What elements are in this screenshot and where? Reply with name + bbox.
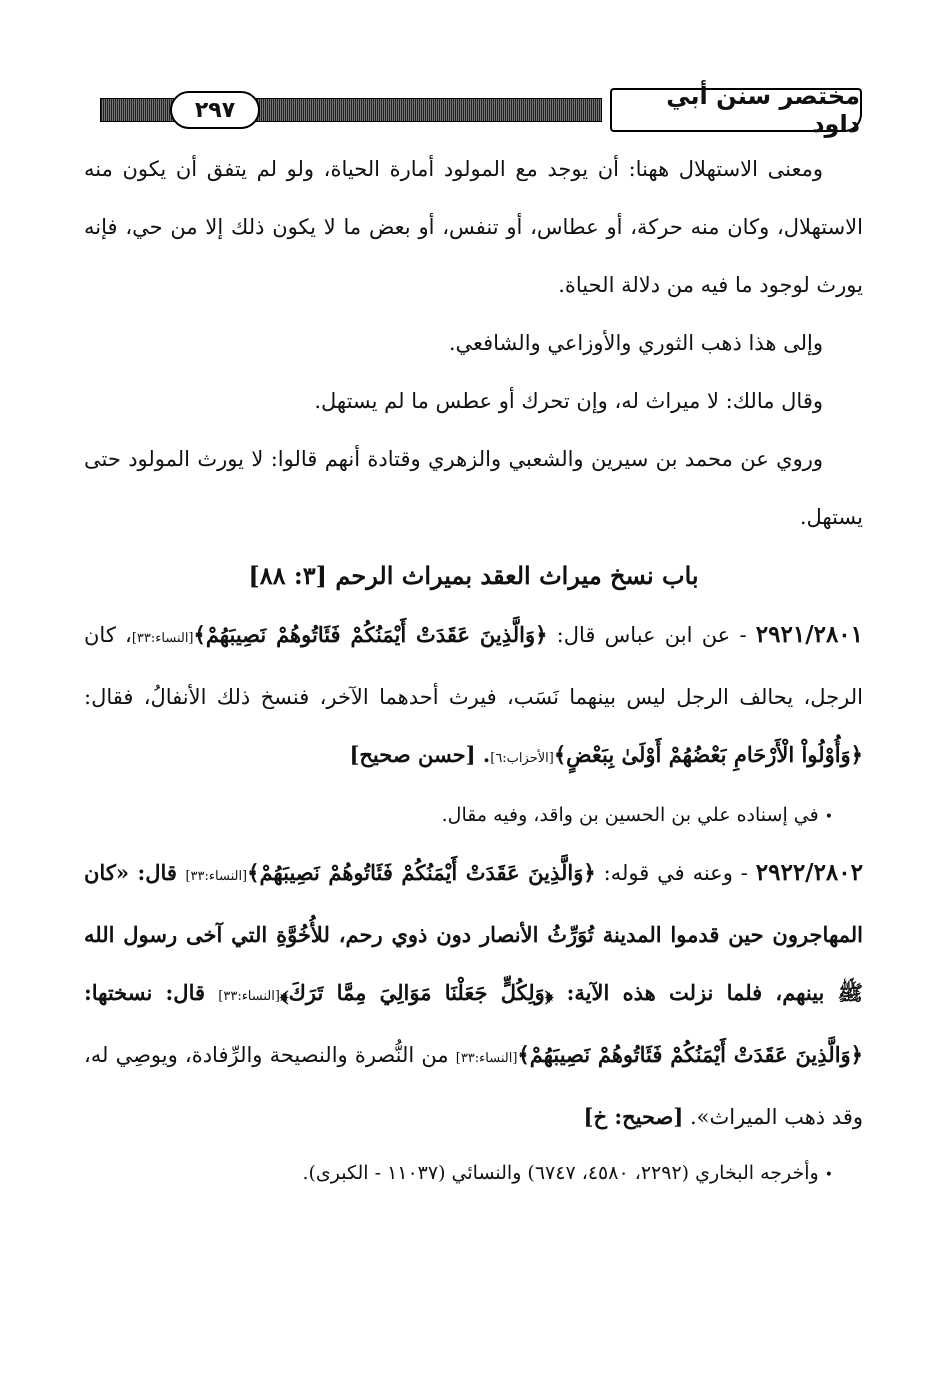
quran-verse: ﴿وَلِكُلٍّ جَعَلْنَا مَوَالِيَ مِمَّا تَرَكَ﴾: [279, 980, 554, 1005]
hadith-grade: . [حسن صحيح]: [349, 742, 491, 767]
hadith-intro: - عن ابن عباس قال:: [547, 623, 756, 647]
hadith-text: ، كان الرجل، يحالف الرجل ليس بينهما نَسَب، فيرث أحدهما الآخر، فنسخ ذلك الأنفالُ، فقال:: [84, 623, 863, 709]
verse-reference: [النساء:٣٣]: [455, 1051, 518, 1066]
quran-verse: ﴿وَالَّذِينَ عَقَدَتْ أَيْمَنُكُمْ فَئَاتُوهُمْ نَصِيبَهُمْ﴾: [517, 1042, 863, 1067]
quran-verse: ﴿وَالَّذِينَ عَقَدَتْ أَيْمَنُكُمْ فَئَاتُوهُمْ نَصِيبَهُمْ﴾: [193, 622, 548, 647]
verse-reference: [الأحزاب:٦]: [490, 751, 554, 766]
hadith-text: قال: نسختها:: [84, 980, 219, 1005]
page-number: ٢٩٧: [170, 91, 260, 129]
paragraph-ibn-sirin: وروي عن محمد بن سيرين والشعبي والزهري وقتادة أنهم قالوا: لا يورث المولود حتى يستهل.: [84, 447, 863, 529]
book-title: مختصر سنن أبي داود: [610, 88, 862, 132]
quran-verse: ﴿وَأُوْلُواْ الْأَرْحَامِ بَعْضُهُمْ أَوْلَىٰ بِبَعْضٍ﴾: [553, 742, 863, 767]
hadith-2921: [84, 606, 863, 788]
paragraph-malik: وقال مالك: لا ميراث له، وإن تحرك أو عطس ما لم يستهل.: [314, 389, 823, 413]
quran-verse: ﴿وَالَّذِينَ عَقَدَتْ أَيْمَنُكُمْ فَئَاتُوهُمْ نَصِيبَهُمْ﴾: [247, 860, 596, 885]
hadith-number: ٢٩٢٢/٢٨٠٢: [755, 859, 863, 886]
paragraph-istihlal: ومعنى الاستهلال ههنا: أن يوجد مع المولود أمارة الحياة، ولو لم يتفق أن يكون منه الاستهلال، وكان منه حركة، أو عطاس، أو تنفس، أو بعض ما لا يكون ذلك إلا من حي، فإنه يورث لوجود ما فيه من دلالة الحياة.: [84, 157, 863, 297]
note-takhrij: [84, 1146, 863, 1202]
hadith-number: ٢٩٢١/٢٨٠١: [755, 621, 864, 648]
paragraph-thawri: وإلى هذا ذهب الثوري والأوزاعي والشافعي.: [448, 331, 823, 355]
verse-reference: [النساء:٣٣]: [131, 631, 194, 646]
note-isnad: [84, 788, 863, 844]
section-heading: باب نسخ ميراث العقد بميراث الرحم [٣: ٨٨]: [248, 561, 699, 590]
page-body: [84, 140, 863, 1202]
note-text: وأخرجه البخاري (٢٢٩٢، ٤٥٨٠، ٦٧٤٧) والنسائي (١١٠٣٧ - الكبرى).: [302, 1162, 819, 1184]
hadith-text: من النُّصرة والنصيحة والرِّفادة، ويوصِي له، وقد ذهب الميراث».: [84, 1043, 863, 1129]
bullet-icon: •: [824, 1167, 833, 1183]
page-header: [80, 82, 862, 138]
hadith-2922: [84, 844, 863, 1146]
verse-reference: [النساء:٣٣]: [185, 869, 248, 884]
bullet-icon: •: [824, 809, 833, 825]
hadith-intro: - وعنه في قوله:: [595, 861, 756, 885]
hadith-text: قال: «كان المهاجرون حين قدموا المدينة تُوَرِّثُ الأنصار دون ذوي رحم، للأُخُوَّةِ التي آخى رسول الله ﷺ بينهم، فلما نزلت هذه الآية:: [84, 860, 864, 1005]
verse-reference: [النساء:٣٣]: [218, 989, 280, 1004]
hadith-grade: [صحيح: خ]: [583, 1104, 684, 1129]
note-text: في إسناده علي بن الحسين بن واقد، وفيه مقال.: [441, 804, 819, 826]
